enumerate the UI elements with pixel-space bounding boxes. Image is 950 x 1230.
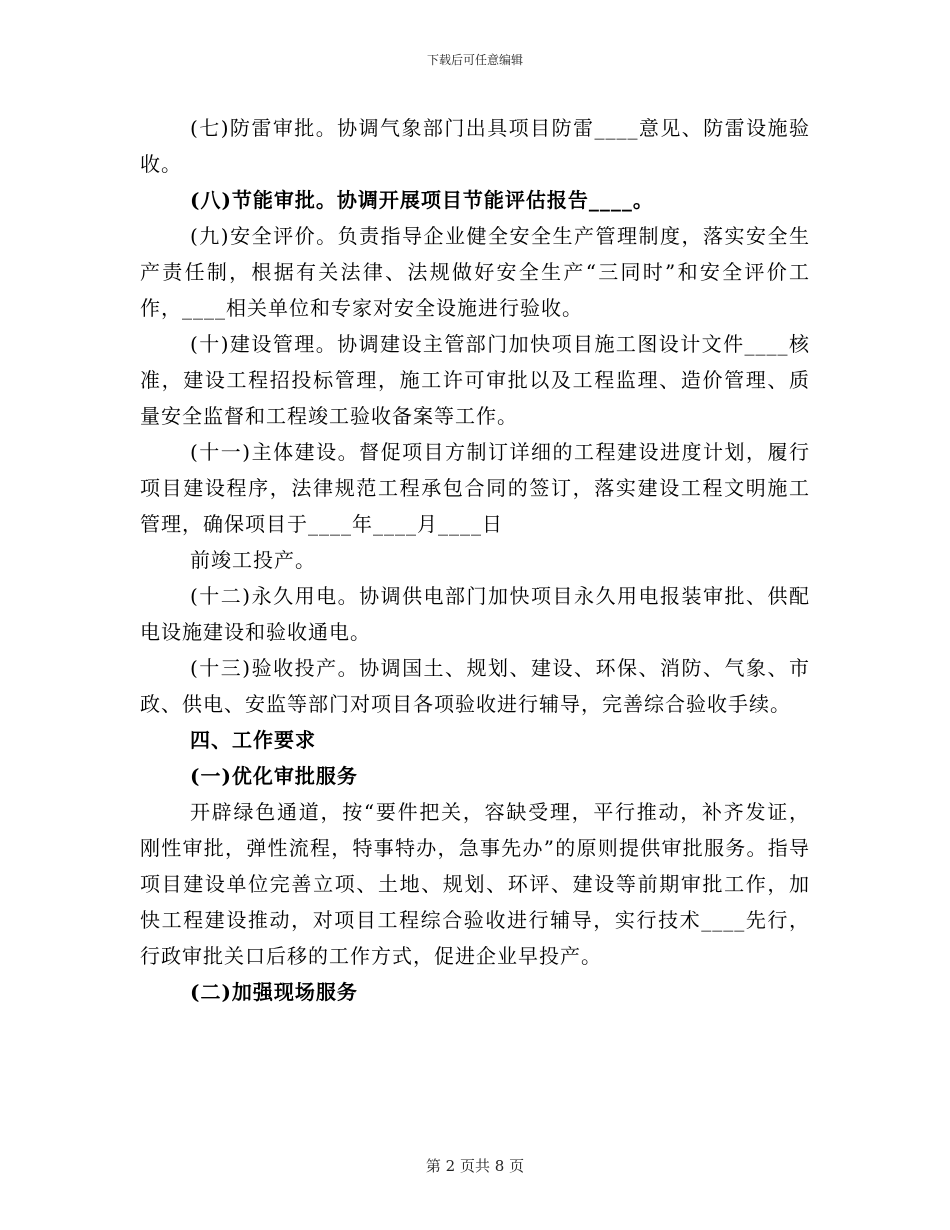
subheading-optimize-approval: (一)优化审批服务: [190, 764, 358, 788]
section-heading-work-requirements: 四、工作要求: [190, 728, 316, 752]
paragraph-green-channel: 开辟绿色通道，按“要件把关，容缺受理，平行推动，补齐发证，刚性审批，弹性流程，特事特办，急事先办”的原则提供审批服务。指导项目建设单位完善立项、土地、规划、环评、建设等前期审批工作，加快工程建设推动，对项目工程综合验收进行辅导，实行技术____先行，行政审批关口后移的工作方式，促进企业早投产。: [140, 800, 810, 968]
paragraph-main-construction: (十一)主体建设。督促项目方制订详细的工程建设进度计划，履行项目建设程序，法律规范工程承包合同的签订，落实建设工程文明施工管理，确保项目于____年____月____日: [140, 440, 810, 536]
paragraph-main-construction-cont: 前竣工投产。: [190, 548, 316, 572]
paragraph-permanent-power: (十二)永久用电。协调供电部门加快项目永久用电报装审批、供配电设施建设和验收通电。: [140, 584, 810, 644]
paragraph-energy-saving-approval: (八)节能审批。协调开展项目节能评估报告____。: [190, 188, 654, 212]
page-header-note: 下载后可任意编辑: [426, 53, 523, 67]
page-number: 第 2 页共 8 页: [425, 1157, 525, 1175]
document-body: [140, 110, 810, 1010]
subheading-onsite-service: (二)加强现场服务: [190, 980, 358, 1004]
paragraph-construction-management: (十)建设管理。协调建设主管部门加快项目施工图设计文件____核准，建设工程招投标管理，施工许可审批以及工程监理、造价管理、质量安全监督和工程竣工验收备案等工作。: [140, 332, 810, 428]
paragraph-safety-evaluation: (九)安全评价。负责指导企业健全安全生产管理制度，落实安全生产责任制，根据有关法律、法规做好安全生产“三同时”和安全评价工作，____相关单位和专家对安全设施进行验收。: [140, 224, 810, 320]
paragraph-lightning-approval: (七)防雷审批。协调气象部门出具项目防雷____意见、防雷设施验收。: [140, 116, 810, 176]
paragraph-acceptance: (十三)验收投产。协调国土、规划、建设、环保、消防、气象、市政、供电、安监等部门对项目各项验收进行辅导，完善综合验收手续。: [140, 656, 810, 716]
